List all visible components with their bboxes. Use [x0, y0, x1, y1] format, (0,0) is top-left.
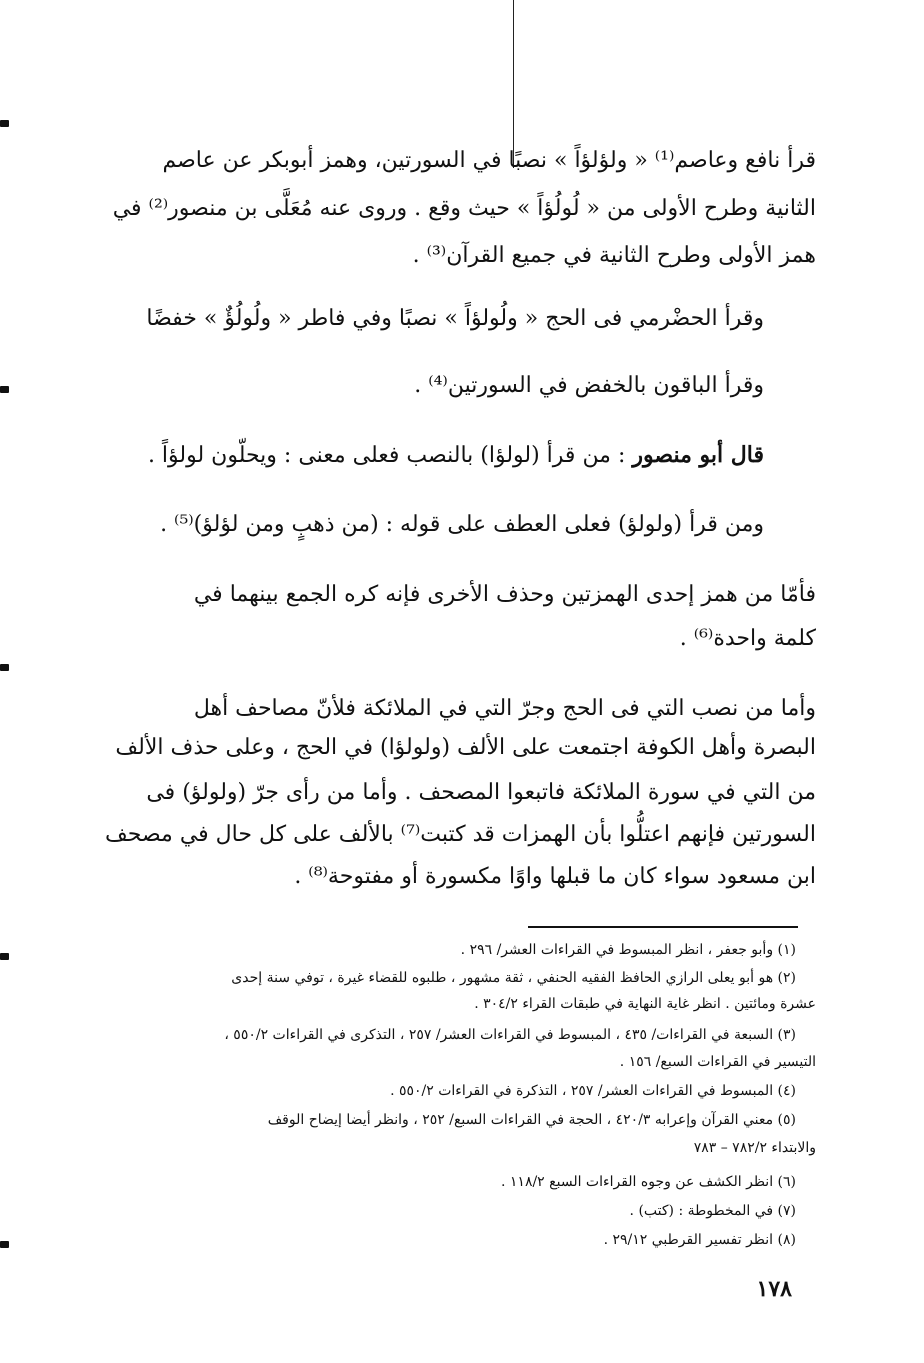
body-line-bold-lead: [148, 440, 764, 471]
body-line: البصرة وأهل الكوفة اجتمعت على الألف (ولولؤا) في الحج ، وعلى حذف الألف: [115, 735, 816, 760]
speaker-name: قال أبو منصور: [632, 442, 764, 468]
body-line: ابن مسعود سواء كان ما قبلها واوًا مكسورة أو مفتوحة⁽⁸⁾ .: [294, 864, 816, 889]
footnote-continuation: عشرة ومائتين . انظر غاية النهاية في طبقات القراء ٣٠٤/٢ .: [474, 996, 816, 1012]
body-line: الثانية وطرح الأولى من « لُولُؤاً » حيث وقع . وروى عنه مُعَلَّى بن منصور⁽²⁾ في: [112, 196, 816, 221]
footnote: (٢) هو أبو يعلى الرازي الحافظ الفقيه الحنفي ، ثقة مشهور ، طلبوه للقضاء غيرة ، توفي سنة إحدى: [231, 970, 796, 986]
body-line: وقرأ الباقون بالخفض في السورتين⁽⁴⁾ .: [414, 373, 764, 398]
body-line: من التي في سورة الملائكة فاتبعوا المصحف . وأما من رأى جرّ (ولولؤ) فى: [146, 780, 816, 805]
body-line: وقرأ الحضْرمي فى الحج « ولُولؤاً » نصبًا وفي فاطر « ولُولُؤٌ » خفضًا: [146, 306, 764, 331]
body-line: السورتين فإنهم اعتلُّوا بأن الهمزات قد كتبت⁽⁷⁾ بالألف على كل حال في مصحف: [104, 822, 816, 847]
scan-artifact-line: [513, 0, 514, 168]
footnote: (٥) معني القرآن وإعرابه ٤٢٠/٣ ، الحجة في القراءات السبع/ ٢٥٢ ، وانظر أيضا إيضاح الوقف: [267, 1112, 796, 1128]
footnote: (٨) انظر تفسير القرطبي ٢٩/١٢ .: [603, 1232, 796, 1248]
body-line: همز الأولى وطرح الثانية في جميع القرآن⁽³⁾ .: [412, 243, 816, 268]
body-line: ومن قرأ (ولولؤ) فعلى العطف على قوله : (من ذهبٍ ومن لؤلؤ)⁽⁵⁾ .: [160, 512, 764, 537]
edge-mark: [0, 386, 9, 393]
footnote: (٤) المبسوط في القراءات العشر/ ٢٥٧ ، التذكرة في القراءات ٥٥٠/٢ .: [390, 1083, 796, 1099]
edge-mark: [0, 120, 9, 127]
edge-mark: [0, 953, 9, 960]
footnote: (٣) السبعة في القراءات/ ٤٣٥ ، المبسوط في القراءات العشر/ ٢٥٧ ، التذكرى في القراءات ٥٥٠/٢ ،: [224, 1027, 796, 1043]
speaker-rest: : من قرأ (لولؤا) بالنصب فعلى معنى : ويحلّون لولؤاً .: [147, 443, 633, 468]
body-line: فأمّا من همز إحدى الهمزتين وحذف الأخرى فإنه كره الجمع بينهما في: [193, 582, 816, 607]
footnote-separator: [528, 926, 798, 928]
footnote: (١) وأبو جعفر ، انظر المبسوط في القراءات العشر/ ٢٩٦ .: [460, 942, 796, 958]
page-number: ١٧٨: [756, 1276, 792, 1302]
body-line: قرأ نافع وعاصم⁽¹⁾ « ولؤلؤاً » نصبًا في السورتين، وهمز أبوبكر عن عاصم: [162, 148, 816, 173]
body-line: وأما من نصب التي فى الحج وجرّ التي في الملائكة فلأنّ مصاحف أهل: [193, 696, 816, 721]
footnote: (٧) في المخطوطة : (كتب) .: [629, 1203, 796, 1219]
edge-mark: [0, 664, 9, 671]
footnote: (٦) انظر الكشف عن وجوه القراءات السبع ١١٨/٢ .: [501, 1174, 796, 1190]
footnote-continuation: والابتداء ٧٨٢/٢ – ٧٨٣: [693, 1140, 816, 1156]
footnote-continuation: التيسير في القراءات السبع/ ١٥٦ .: [619, 1054, 816, 1070]
body-line: كلمة واحدة⁽⁶⁾ .: [679, 626, 816, 651]
edge-mark: [0, 1241, 9, 1248]
